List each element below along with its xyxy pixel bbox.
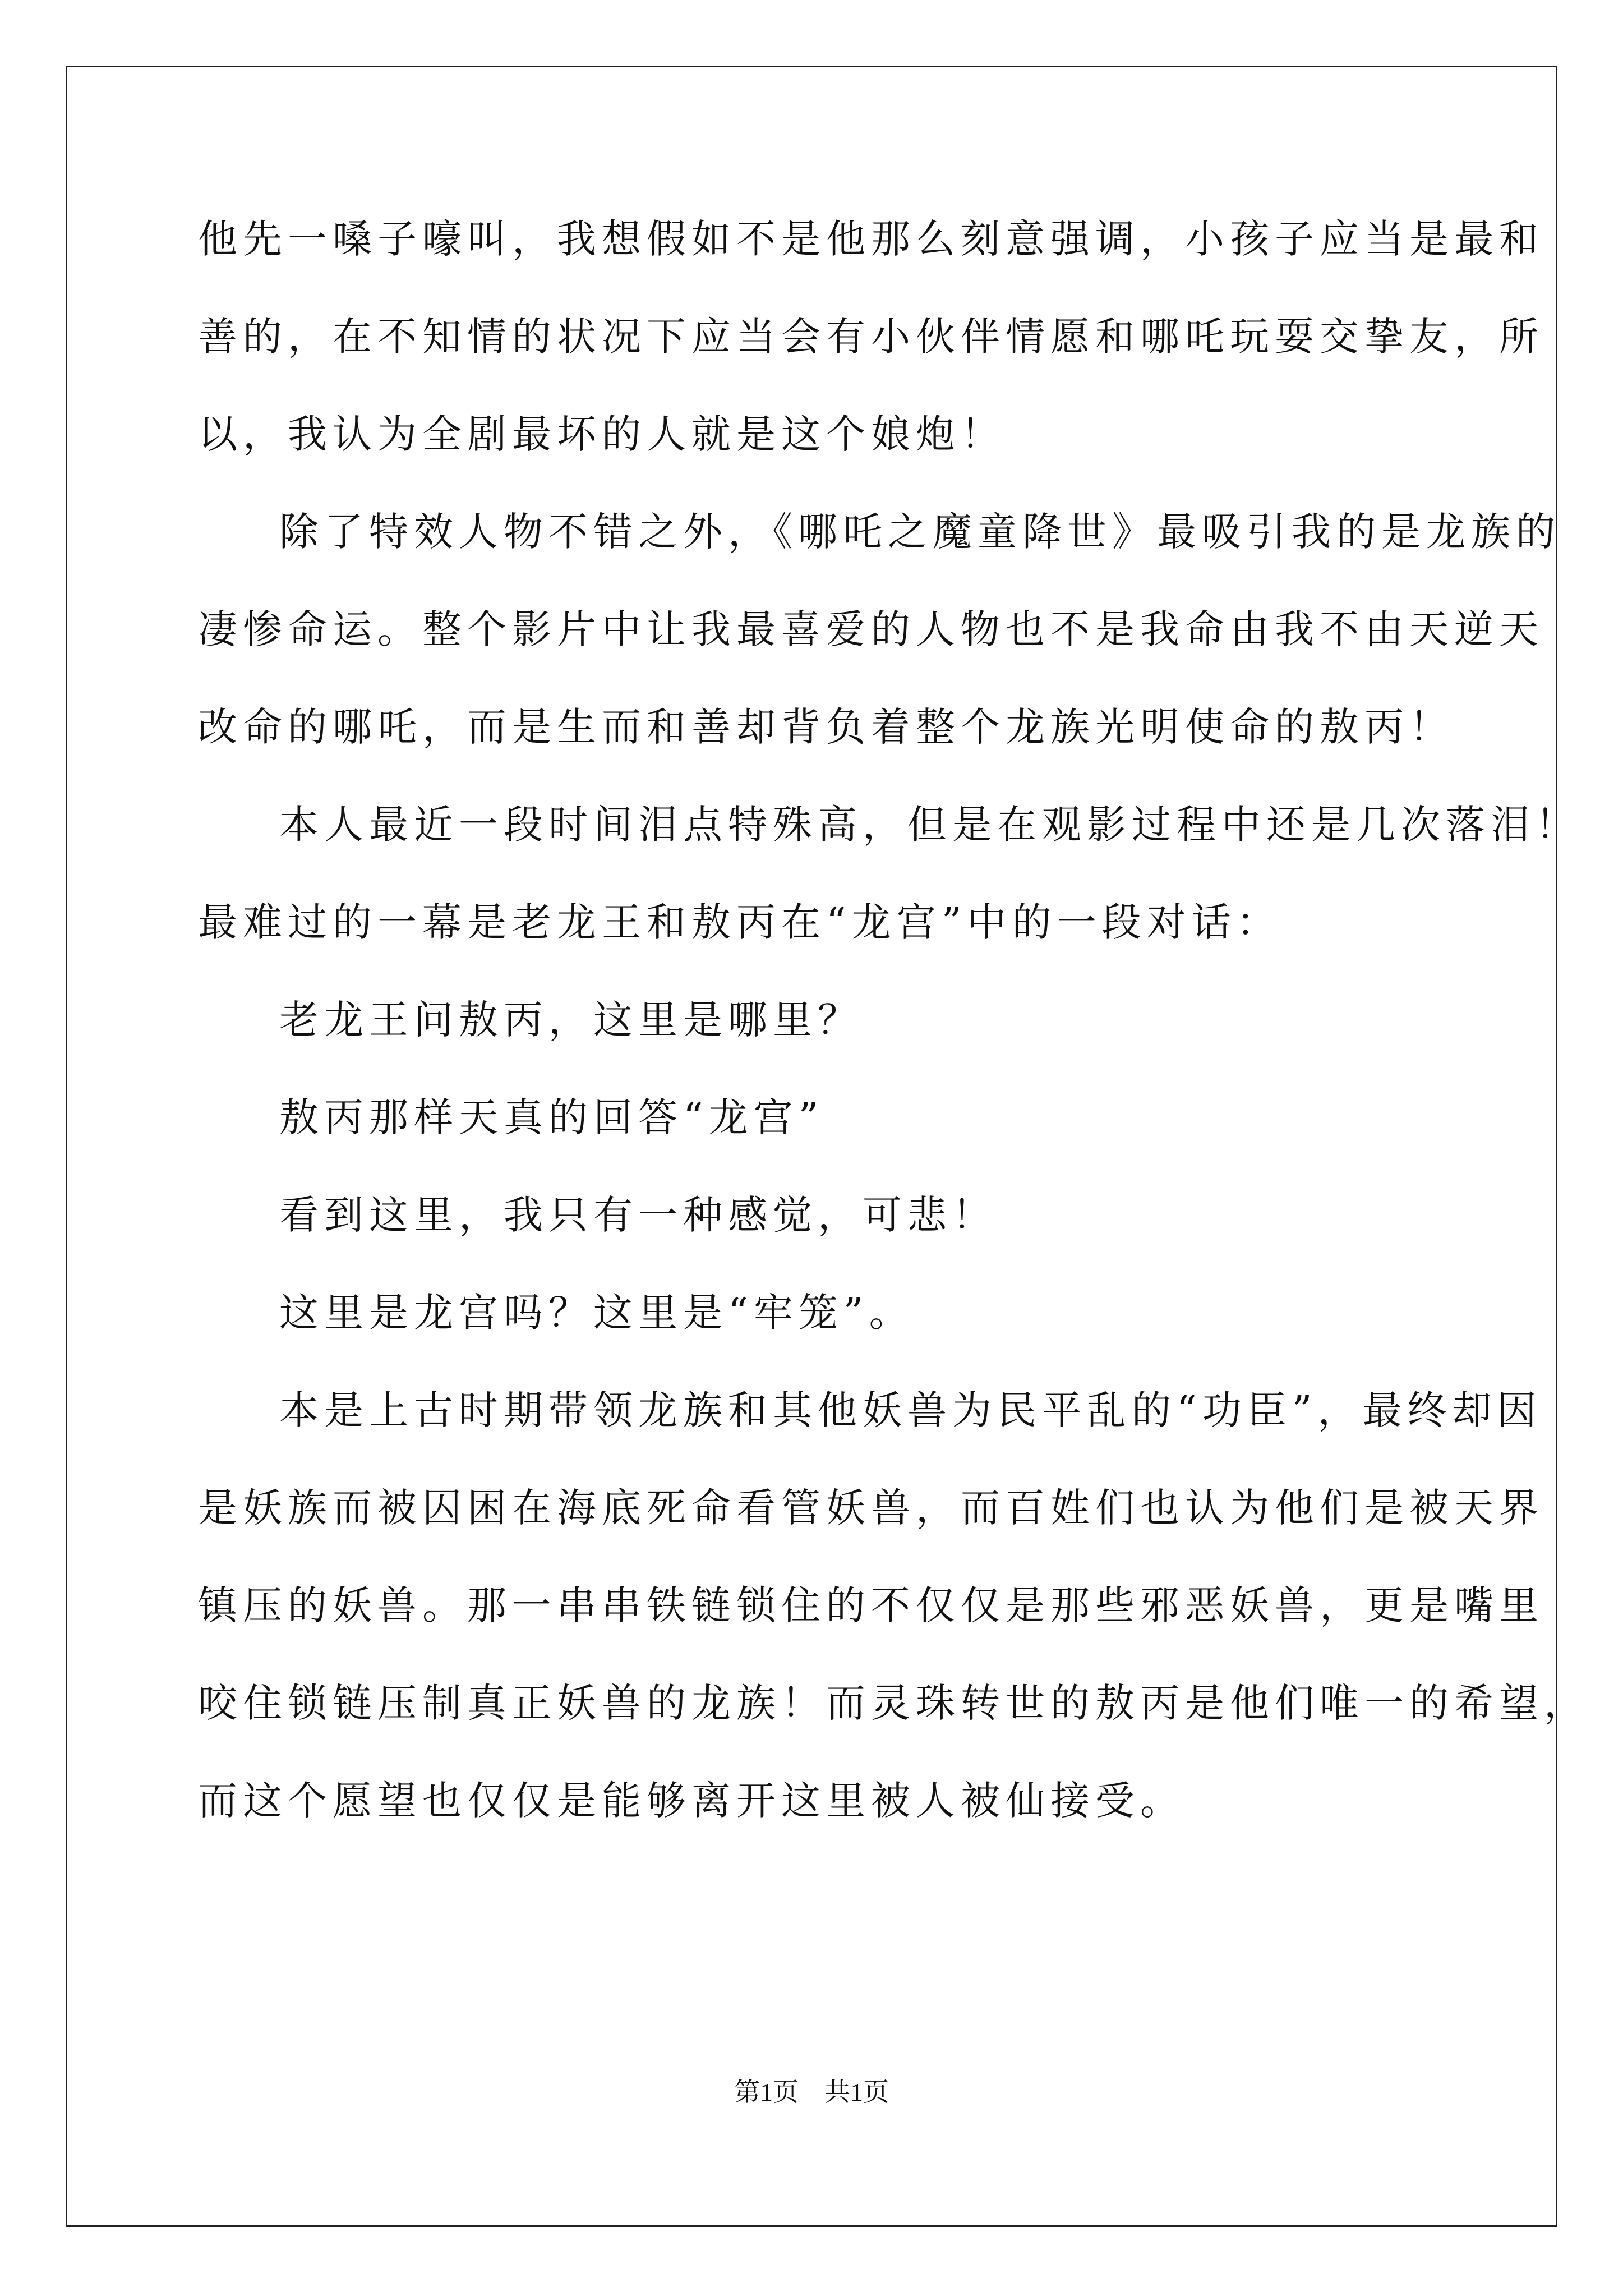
text-line: 是妖族而被囚困在海底死命看管妖兽，而百姓们也认为他们是被天界 <box>198 1485 1544 1531</box>
text-line: 看到这里，我只有一种感觉，可悲！ <box>279 1192 997 1238</box>
text-line: 而这个愿望也仅仅是能够离开这里被人被仙接受。 <box>198 1778 1185 1824</box>
text-line: 改命的哪吒，而是生而和善却背负着整个龙族光明使命的敖丙！ <box>198 704 1454 750</box>
text-line: 镇压的妖兽。那一串串铁链锁住的不仅仅是那些邪恶妖兽，更是嘴里 <box>198 1582 1544 1628</box>
text-line: 这里是龙宫吗？这里是“牢笼”。 <box>279 1290 914 1336</box>
text-line: 善的，在不知情的状况下应当会有小伙伴情愿和哪吒玩耍交挚友，所 <box>198 314 1544 360</box>
text-line: 本是上古时期带领龙族和其他妖兽为民平乱的“功臣”，最终却因 <box>279 1387 1542 1433</box>
text-line: 敖丙那样天真的回答“龙宫” <box>279 1094 824 1140</box>
page-footer: 第1页 共1页 <box>734 2078 889 2106</box>
text-line: 本人最近一段时间泪点特殊高，但是在观影过程中还是几次落泪！ <box>279 802 1580 848</box>
text-line: 以，我认为全剧最坏的人就是这个娘炮！ <box>198 411 1006 457</box>
text-line: 凄惨命运。整个影片中让我最喜爱的人物也不是我命由我不由天逆天 <box>198 606 1544 652</box>
text-line: 咬住锁链压制真正妖兽的龙族！而灵珠转世的敖丙是他们唯一的希望， <box>198 1680 1589 1726</box>
text-line: 最难过的一幕是老龙王和敖丙在“龙宫”中的一段对话： <box>198 899 1281 945</box>
text-line: 老龙王问敖丙，这里是哪里？ <box>279 997 863 1043</box>
text-line: 除了特效人物不错之外，《哪吒之魔童降世》最吸引我的是龙族的 <box>279 509 1561 555</box>
text-line: 他先一嗓子嚎叫，我想假如不是他那么刻意强调，小孩子应当是最和 <box>198 216 1544 262</box>
